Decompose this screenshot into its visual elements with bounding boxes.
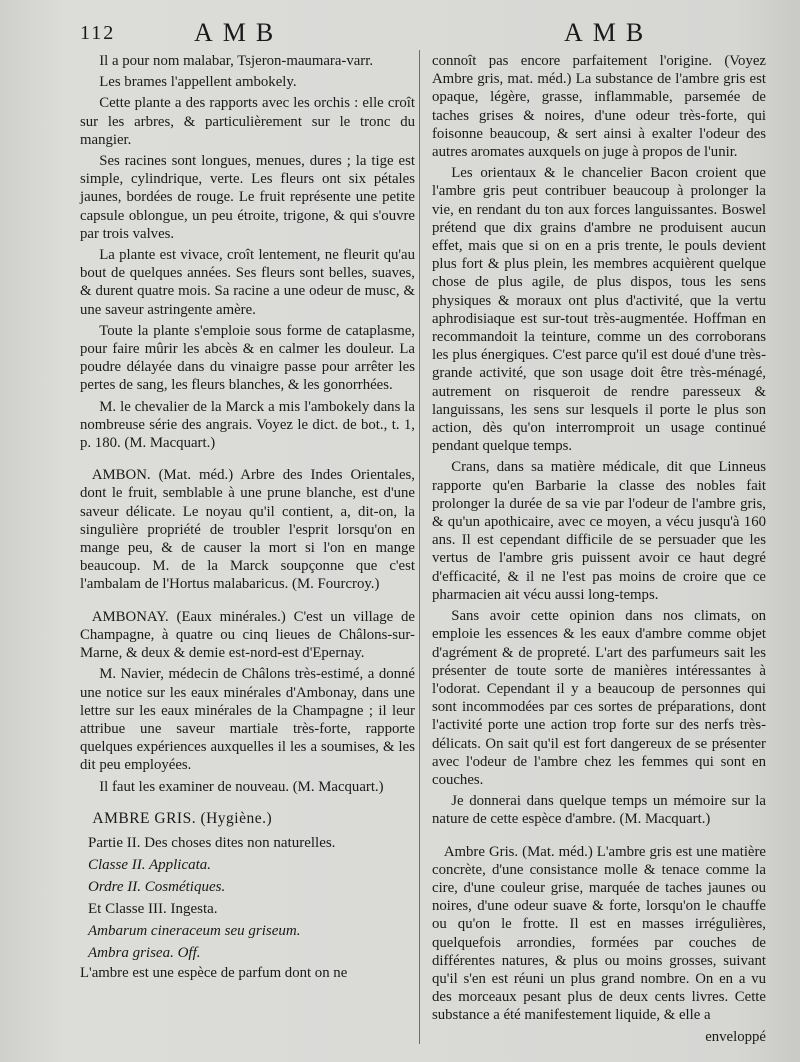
page-number: 112 <box>80 22 116 44</box>
paragraph: Cette plante a des rapports avec les orchis : elle croît sur les arbres, & particulièrement sur le tronc du mangier. <box>80 95 415 148</box>
paragraph: Les orientaux & le chancelier Bacon croient que l'ambre gris peut contribuer beaucoup à prolonger la vie, en rendant du ton aux forces languissantes. Boswel prétend que dix grains d'ambre ne produisent aucun effet, mais que si on en a pris trente, le pouls devient plus fort & plus plein, les membres acquièrent quelque chose de plus agile, de plus dispos, tous les sens physiques & moraux ont plus d'activité, que la vertu aphrodisiaque est sur-tout très-augmentée. Hoffman en recommandoit la teinture, comme un des corroborans les plus énergiques. C'est parce qu'il est doué d'une très-grande activité, que son usage doit être très-ménagé, autrement on risqueroit de rendre paresseux & languissans, les sens sur lesquels il porte le plus son action, dès qu'on interromproit un usage continué pendant quelque temps. <box>432 165 766 455</box>
paragraph: L'ambre est une espèce de parfum dont on ne <box>80 964 348 981</box>
entry-ambre-gris-mat-med: Ambre Gris. (Mat. méd.) L'ambre gris est une matière concrète, d'une consistance molle & tenace comme la cire, d'une couleur grise, marquée de taches jaunes ou noires, d'une odeur suave & forte, lorsqu'on le chauffe ou qu'on le frotte. Il est en masses irrégulières, quelquefois arrondies, formées par couches de différentes natures, & plus ou moins grosses, suivant qu'il s'en est réuni un plus grand nombre. On en a vu des morceaux pesant plus de deux cents livres. Cette substance a été manifestement liquide, & elle a <box>432 843 766 1024</box>
right-column <box>432 52 766 1049</box>
paragraph: M. Navier, médecin de Châlons très-estimé, a donné une notice sur les eaux minérales d'Ambonay, dans une lettre sur les eaux minérales de la Champagne ; il leur attribue une saveur martiale très-forte, rapporte quelques expériences auxquelles il les a soumises, & les dit peu employées. <box>80 666 415 774</box>
left-running-head: AMB <box>194 18 284 47</box>
paragraph: Il a pour nom malabar, Tsjeron-maumara-varr. <box>99 53 374 69</box>
column-divider <box>419 50 420 1044</box>
paragraph: La plante est vivace, croît lentement, ne fleurit qu'au bout de quelques années. Ses fleurs sont belles, suaves, & durent quatre mois. Sa racine a une odeur de musc, & une saveur astringente amère. <box>80 247 415 318</box>
entry-ambon: AMBON. (Mat. méd.) Arbre des Indes Orientales, dont le fruit, semblable à une prune blanche, est d'une saveur délicate. Le noyau qu'il contient, a, dit-on, la singulière propriété de troubler l'esprit lorsqu'on en mange peu, & de causer la mort si l'on en mange beaucoup. M. de la Marck soupçonne que c'est l'ambalam de l'Hortus malabaricus. (M. Fourcroy.) <box>80 467 415 593</box>
paragraph: Sans avoir cette opinion dans nos climats, on emploie les essences & les eaux d'ambre comme objet d'agrément & de propreté. L'art des parfumeurs sait les présenter de toute sorte de manières intéressantes à l'odorat. Cependant il y a beaucoup de personnes qui sont incommodées par ces sortes de préparations, dont l'activité porte une action trop forte sur des nerfs très-délicats. On sait qu'il est fort dangereux de se présenter avec l'odeur de l'ambre chez les femmes qui sont en couches. <box>432 608 766 788</box>
paragraph: Toute la plante s'emploie sous forme de cataplasme, pour faire mûrir les abcès & en calmer les douleur. La poudre délayée dans du vinaigre passe pour arrêter les pertes de sang, les fleurs blanches, & les gonorrhées. <box>80 322 415 394</box>
classification-line: Et Classe III. Ingesta. <box>88 900 218 917</box>
paragraph: Il faut les examiner de nouveau. (M. Macquart.) <box>99 778 384 795</box>
entry-ambonay: AMBONAY. (Eaux minérales.) C'est un village de Champagne, à quatre ou cinq lieues de Châlons-sur-Marne, & deux & demie est-nord-est d'Epernay. <box>80 608 415 662</box>
classification-line: Ambra grisea. Off. <box>88 944 201 961</box>
paragraph: Les brames l'appellent ambokely. <box>99 74 297 91</box>
left-column <box>80 52 415 985</box>
classification-line: Ambarum cineraceum seu griseum. <box>88 922 301 939</box>
paragraph: Crans, dans sa matière médicale, dit que Linneus rapporte qu'en Barbarie la classe des nobles fait prolonger la durée de sa vie par l'odeur de l'ambre gris, & qu'un apothicaire, avec ce moyen, a vécu jusqu'à 160 ans. Il est cependant difficile de se persuader que les vertus de l'ambre gris puissent avoir ce haut degré d'efficacité, & il ne l'est pas moins de croire que ce pharmacien ait vécu aussi long-temps. <box>432 459 766 603</box>
page-header <box>0 18 800 48</box>
right-running-head: AMB <box>564 18 654 47</box>
classification-line: Ordre II. Cosmétiques. <box>88 878 226 895</box>
paragraph: connoît pas encore parfaitement l'origine. (Voyez Ambre gris, mat. méd.) La substance de l'ambre gris est opaque, légère, grasse, inflammable, parsemée de taches grises & noires, d'une odeur très-forte, qui foisonne beaucoup, & sert ainsi à exalter l'odeur des autres aromates auxquels on juge à propos de l'unir. <box>432 53 766 161</box>
paragraph: Ses racines sont longues, menues, dures ; la tige est simple, cylindrique, verte. Les fleurs ont six pétales jaunes, bordées de rouge. Le fruit représente une petite capsule oblongue, un peu étroite, trigone, & qui s'ouvre par trois valves. <box>80 153 415 242</box>
paragraph: M. le chevalier de la Marck a mis l'ambokely dans la nombreuse série des angrais. Voyez le dict. de bot., t. 1, p. 180. (M. Macquart.) <box>80 398 415 452</box>
classification-list <box>80 832 415 964</box>
entry-ambre-gris-heading: AMBRE GRIS. (Hygiène.) <box>92 809 273 827</box>
catchword: enveloppé <box>705 1028 766 1045</box>
classification-line: Partie II. Des choses dites non naturelles. <box>88 834 336 851</box>
classification-line: Classe II. Applicata. <box>88 856 212 873</box>
paragraph: Je donnerai dans quelque temps un mémoire sur la nature de cette espèce d'ambre. (M. Macquart.) <box>432 793 766 828</box>
